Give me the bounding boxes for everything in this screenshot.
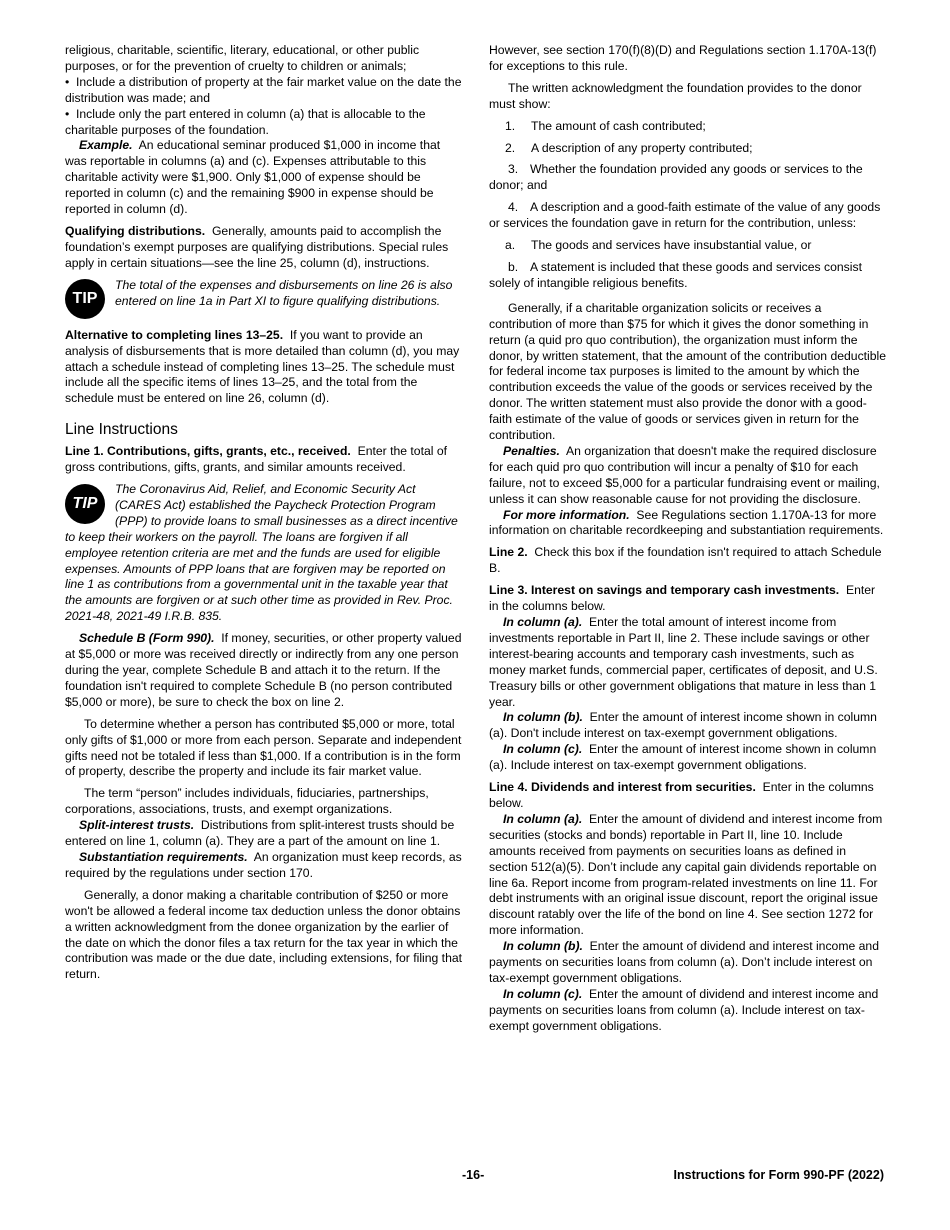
line-3-column-a: In column (a). Enter the total amount of interest income from investments reportable in Part II, line 2. These include savings or other interest-bearing accounts and temporary cash investments, such as money market funds, commercial paper, certificates of deposit, and U.S. Treasury bills or other government obligations that mature in less than 1 year. bbox=[489, 615, 878, 709]
example-text: An educational seminar produced $1,000 in income that was reportable in columns (a) and (c). Expenses attributable to this charitable activity were $1,900. Only $1,000 of expense should be reported in column (c) and the remaining $900 in expense should be reported in column (d). bbox=[65, 138, 441, 217]
line-3-column-c: In column (c). Enter the amount of interest income shown in column (a). Include interest on tax-exempt government obligations. bbox=[489, 742, 877, 773]
line-4-column-c: In column (c). Enter the amount of dividend and interest income and payments on securities loans from column (a). Include interest on tax-exempt government obligations. bbox=[489, 986, 879, 1033]
tip-icon: TIP bbox=[65, 484, 105, 524]
line-4-paragraph bbox=[489, 780, 887, 812]
alternative-paragraph bbox=[65, 328, 463, 408]
tip-text-line-26: The total of the expenses and disbursements on line 26 is also entered on line 1a in Part XI to figure qualifying distributions. bbox=[115, 277, 453, 308]
list-item: 1. The amount of cash contributed; bbox=[505, 118, 706, 133]
determine-paragraph: To determine whether a person has contributed $5,000 or more, total only gifts of $1,000 or more from each person. Separate and independent gifts need not be totaled if less than $1,000. If a contribution is in the form of property, describe the property and include its fair market value. bbox=[65, 716, 462, 779]
tip-box-cares-act bbox=[65, 482, 463, 625]
more-information-paragraph bbox=[489, 508, 887, 540]
left-column bbox=[65, 43, 463, 983]
more-information-label: For more information. bbox=[503, 507, 630, 522]
schedule-b-label: Schedule B (Form 990). bbox=[79, 631, 215, 646]
qualifying-distributions-label: Qualifying distributions. bbox=[65, 223, 206, 238]
tip-box-line-26 bbox=[65, 278, 463, 319]
line-3-column-b: In column (b). Enter the amount of interest income shown in column (a). Don't include interest on tax-exempt government obligations. bbox=[489, 710, 877, 741]
line-4-column-a: In column (a). Enter the amount of dividend and interest income from securities (stocks and bonds) reportable in Part II, line 10. Include amounts received from payments on securities loans as defined in section 512(a)(5). Don’t include any capital gain dividends reportable on line 6a. Report income from program-related investments on line 11. For debt instruments with an original issue discount, report the original issue discount ratably over the life of the bond on line 4. See section 1272 for more information. bbox=[489, 811, 883, 938]
qualifying-distributions-paragraph bbox=[65, 224, 463, 272]
page-number: -16- bbox=[462, 1168, 485, 1182]
right-column bbox=[489, 43, 887, 1035]
penalties-label: Penalties. bbox=[503, 443, 560, 458]
however-paragraph: However, see section 170(f)(8)(D) and Regulations section 1.170A-13(f) for exceptions to this rule. bbox=[489, 43, 877, 73]
alternative-label: Alternative to completing lines 13–25. bbox=[65, 327, 284, 342]
line-2-label: Line 2. bbox=[489, 545, 528, 560]
line-3-label: Line 3. Interest on savings and temporary cash investments. bbox=[489, 583, 840, 598]
acknowledgment-paragraph: The written acknowledgment the foundation provides to the donor must show: bbox=[489, 80, 862, 111]
line-1-paragraph bbox=[65, 444, 463, 476]
schedule-b-text: If money, securities, or other property valued at $5,000 or more was received directly or indirectly from any one person during the year, complete Schedule B and attach it to the return. If the foundation isn't required to complete Schedule B (no person contributed $5,000 or more), be sure to check the box on line 2. bbox=[65, 631, 462, 709]
split-interest-text: Distributions from split-interest trusts should be entered on line 1, column (a). They are a part of the amount on line 1. bbox=[65, 818, 455, 849]
line-2-text: Check this box if the foundation isn't required to attach Schedule B. bbox=[489, 545, 882, 576]
bullet-column-a-allocable: • Include only the part entered in column (a) that is allocable to the charitable purposes of the foundation. bbox=[65, 107, 463, 139]
list-item: 3. Whether the foundation provided any goods or services to the donor; and bbox=[489, 162, 863, 193]
person-paragraph: The term “person” includes individuals, fiduciaries, partnerships, corporations, associations, trusts, and exempt organizations. bbox=[65, 786, 429, 817]
line-4-column-b: In column (b). Enter the amount of dividend and interest income and payments on securities loans from column (a). Don’t include interest on tax-exempt government obligations. bbox=[489, 939, 879, 985]
line-4-label: Line 4. Dividends and interest from securities. bbox=[489, 780, 756, 795]
line-3-paragraph bbox=[489, 583, 887, 615]
substantiation-label: Substantiation requirements. bbox=[79, 849, 248, 864]
penalties-paragraph bbox=[489, 444, 887, 508]
line-4-text: Enter in the columns below. bbox=[489, 780, 874, 810]
form-title-footer: Instructions for Form 990-PF (2022) bbox=[673, 1168, 884, 1182]
example-paragraph bbox=[65, 138, 463, 218]
line-3-text: Enter in the columns below. bbox=[489, 583, 876, 614]
more-information-text: See Regulations section 1.170A-13 for more information on charitable recordkeeping and substantiation requirements. bbox=[489, 507, 884, 538]
list-item: 4. A description and a good-faith estimate of the value of any goods or services the foundation gave in return for the contribution, unless: bbox=[489, 200, 881, 231]
alternative-text: If you want to provide an analysis of disbursements that is more detailed than column (d), you may attach a schedule instead of completing lines 13–25. The schedule must include all the specific items of lines 13–25, and the total from the schedule must be entered on line 26, column (d). bbox=[65, 327, 460, 406]
sub-list-item: b. A statement is included that these goods and services consist solely of intangible religious benefits. bbox=[489, 259, 862, 290]
split-interest-label: Split-interest trusts. bbox=[79, 818, 195, 833]
quid-pro-quo-paragraph: Generally, if a charitable organization solicits or receives a contribution of more than $75 for which it gives the donor something in return (a quid pro quo contribution), the organization must inform the donor, by written statement, that the amount of the contribution deductible for federal income tax purposes is limited to the amount by which the contribution exceeds the value of the goods or services received by the donor. The written statement must also provide the donor with a good-faith estimate of the value of goods or services given in return for the contribution. bbox=[489, 300, 887, 443]
tip-icon: TIP bbox=[65, 279, 105, 319]
line-1-label: Line 1. Contributions, gifts, grants, etc., received. bbox=[65, 444, 351, 459]
intro-paragraph: religious, charitable, scientific, literary, educational, or other public purposes, or for the prevention of cruelty to children or animals; bbox=[65, 43, 420, 73]
sub-list-item: a. The goods and services have insubstantial value, or bbox=[505, 238, 812, 253]
line-2-paragraph bbox=[489, 545, 887, 577]
line-instructions-heading: Line Instructions bbox=[65, 421, 178, 439]
bullet-fair-market-value: • Include a distribution of property at the fair market value on the date the distribution was made; and bbox=[65, 75, 463, 107]
list-item: 2. A description of any property contributed; bbox=[505, 140, 753, 155]
line-1-text: Enter the total of gross contributions, gifts, grants, and similar amounts received. bbox=[65, 444, 448, 475]
split-interest-paragraph bbox=[65, 818, 463, 850]
penalties-text: An organization that doesn't make the required disclosure for each quid pro quo contribution will incur a penalty of $10 for each failure, not to exceed $5,000 for a particular fundraising event or mailing, unless it can show reasonable cause for not providing the disclosure. bbox=[489, 443, 880, 506]
tip-text-cares-act: The Coronavirus Aid, Relief, and Economic Security Act (CARES Act) established the Paycheck Protection Program (PPP) to provide loans to small businesses as a direct incentive to keep their workers on the payroll. The loans are forgiven if all employee retention criteria are met and the funds are used for eligible expenses. Amounts of PPP loans that are forgiven may be reported on line 1 as contributions from a governmental unit in the taxable year that the amounts are forgiven or at such other time as provided in Rev. Proc. 2021-48, 2021-49 I.R.B. 835. bbox=[65, 482, 458, 624]
donor-paragraph: Generally, a donor making a charitable contribution of $250 or more won't be allowed a federal income tax deduction unless the donor obtains a written acknowledgment from the donee organization by the earlier of the date on which the donor files a tax return for the tax year in which the contribution was made or the due date, including extensions, for filing that return. bbox=[65, 887, 463, 982]
substantiation-paragraph bbox=[65, 850, 463, 882]
schedule-b-paragraph bbox=[65, 631, 463, 711]
example-label: Example. bbox=[79, 138, 133, 153]
qualifying-distributions-text: Generally, amounts paid to accomplish the foundation’s exempt purposes are qualifying distributions. Special rules apply in certain situations—see the line 25, column (d), instructions. bbox=[65, 223, 449, 270]
substantiation-text: An organization must keep records, as required by the regulations under section 170. bbox=[65, 849, 462, 880]
